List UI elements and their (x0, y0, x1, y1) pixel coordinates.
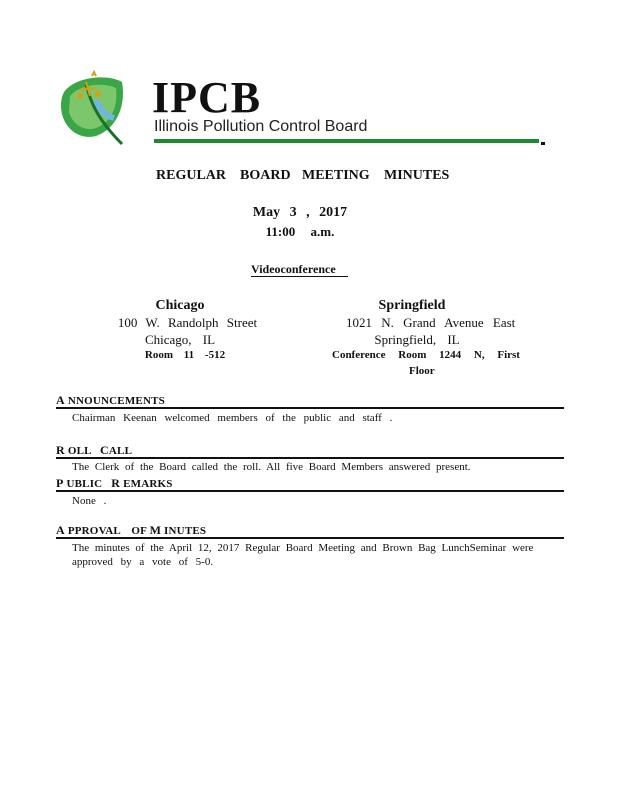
springfield-name: Springfield (378, 298, 446, 313)
heading-rest: EMARKS (123, 478, 173, 490)
springfield-room-line1: Conference Room 1244 N, First (332, 349, 520, 361)
meeting-date: May 3 , 2017 (252, 205, 348, 220)
announcements-body: Chairman Keenan welcomed members of the public and staff . (72, 412, 393, 424)
heading-rest: ALL (108, 445, 133, 457)
title-word-board: BOARD (240, 168, 291, 183)
chicago-street: 100 W. Randolph Street (117, 315, 258, 330)
heading-initial: A (56, 393, 65, 407)
heading-rest: OLL (67, 445, 92, 457)
public-remarks-body: None . (72, 495, 107, 507)
heading-initial: A (56, 523, 65, 537)
section-rule (56, 407, 564, 409)
springfield-city: Springfield, IL (374, 332, 460, 347)
meeting-mode: Videoconference (251, 262, 348, 277)
section-heading-roll-call (56, 443, 132, 458)
approval-body-line2: approved by a vote of 5-0. (72, 556, 214, 568)
title-word-minutes: MINUTES (384, 168, 450, 183)
heading-rest: INUTES (164, 525, 207, 537)
meeting-time: 11:00 a.m. (265, 224, 335, 239)
org-acronym: IPCB (152, 73, 262, 122)
title-word-regular: REGULAR (156, 168, 227, 183)
section-heading-approval-of-minutes (56, 523, 206, 538)
header-rule (154, 139, 539, 143)
chicago-room: Room 11 -512 (144, 349, 226, 361)
section-rule (56, 490, 564, 492)
heading-initial: C (100, 443, 109, 457)
section-rule (56, 457, 564, 459)
section-heading-announcements (56, 393, 165, 408)
section-heading-public-remarks (56, 476, 173, 491)
leaf-scales-logo-icon (56, 70, 132, 146)
section-rule (56, 537, 564, 539)
heading-initial: R (111, 476, 121, 490)
springfield-room-line2: Floor (409, 365, 435, 377)
heading-initial: P (56, 476, 64, 490)
heading-rest: PPROVAL (67, 525, 121, 537)
heading-rest: NNOUNCEMENTS (67, 395, 165, 407)
heading-mid: OF (131, 525, 147, 537)
heading-rest: UBLIC (66, 478, 103, 490)
roll-call-body: The Clerk of the Board called the roll. All five Board Members answered present. (72, 461, 471, 473)
approval-body-line1: The minutes of the April 12, 2017 Regular Board Meeting and Brown Bag LunchSeminar were (72, 542, 534, 554)
springfield-street: 1021 N. Grand Avenue East (346, 315, 516, 330)
chicago-city: Chicago, IL (144, 332, 216, 347)
title-word-meeting: MEETING (302, 168, 370, 183)
heading-initial: R (56, 443, 65, 457)
chicago-name: Chicago (155, 298, 205, 313)
header-dot (541, 142, 545, 145)
org-name: Illinois Pollution Control Board (154, 118, 368, 135)
heading-initial: M (149, 523, 162, 537)
